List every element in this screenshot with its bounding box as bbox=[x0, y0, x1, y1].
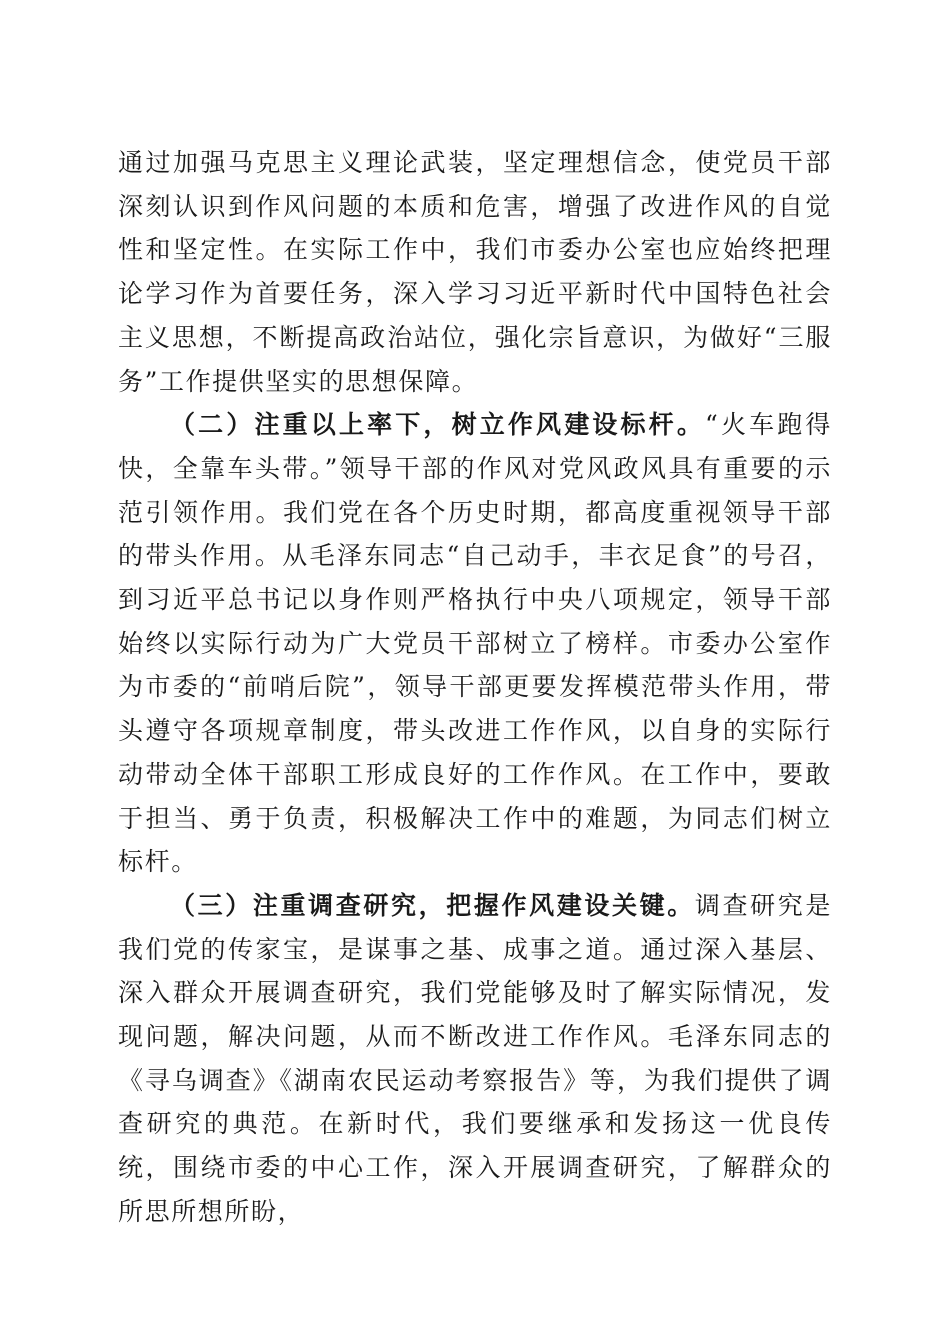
paragraph-section-two bbox=[118, 403, 832, 884]
section-heading: （二）注重以上率下，树立作风建设标杆。 bbox=[170, 410, 705, 440]
paragraph-section-three bbox=[118, 884, 832, 1234]
paragraph-continuation bbox=[118, 141, 832, 403]
section-heading: （三）注重调查研究，把握作风建设关键。 bbox=[170, 890, 695, 920]
paragraph-text: 调查研究是我们党的传家宝，是谋事之基、成事之道。通过深入基层、深入群众开展调查研究，我们党能够及时了解实际情况，发现问题，解决问题，从而不断改进工作作风。毛泽东同志的《寻乌调查》《湖南农民运动考察报告》等，为我们提供了调查研究的典范。在新时代，我们要继承和发扬这一优良传统，围绕市委的中心工作，深入开展调查研究，了解群众的所思所想所盼， bbox=[118, 890, 832, 1226]
paragraph-text: 通过加强马克思主义理论武装，坚定理想信念，使党员干部深刻认识到作风问题的本质和危害，增强了改进作风的自觉性和坚定性。在实际工作中，我们市委办公室也应始终把理论学习作为首要任务，深入学习习近平新时代中国特色社会主义思想，不断提高政治站位，强化宗旨意识，为做好“三服务”工作提供坚实的思想保障。 bbox=[118, 148, 832, 396]
paragraph-text: “火车跑得快，全靠车头带。”领导干部的作风对党风政风具有重要的示范引领作用。我们党在各个历史时期，都高度重视领导干部的带头作用。从毛泽东同志“自己动手，丰衣足食”的号召，到习近平总书记以身作则严格执行中央八项规定，领导干部始终以实际行动为广大党员干部树立了榜样。市委办公室作为市委的“前哨后院”，领导干部更要发挥模范带头作用，带头遵守各项规章制度，带头改进工作作风，以自身的实际行动带动全体干部职工形成良好的工作作风。在工作中，要敢于担当、勇于负责，积极解决工作中的难题，为同志们树立标杆。 bbox=[118, 410, 833, 877]
document-body bbox=[118, 141, 832, 1234]
